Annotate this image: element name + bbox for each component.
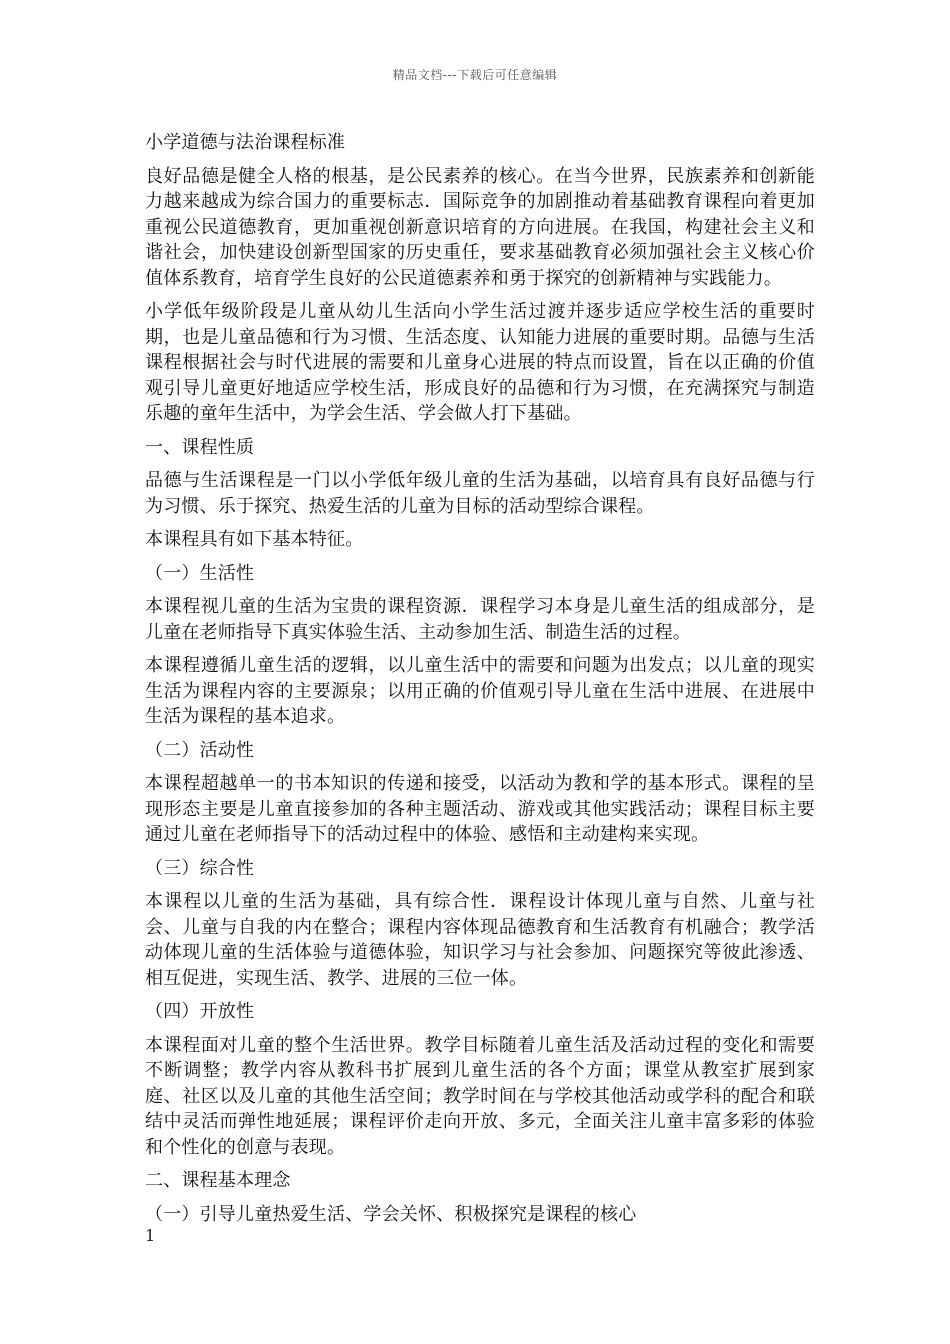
document-header: 精品文档---下载后可任意编辑 (392, 68, 558, 82)
paragraph: 良好品德是健全人格的根基，是公民素养的核心。在当今世界，民族素养和创新能力越来越成为综合国力的重要标志．国际竞争的加剧推动着基础教育课程向着更加重视公民道德教育，更加重视创新意识培育的方向进展。在我国，构建社会主义和谐社会，加快建设创新型国家的历史重任，要求基础教育必须加强社会主义核心价值体系教育，培育学生良好的公民道德素养和勇于探究的创新精神与实践能力。 (145, 165, 815, 289)
paragraph: 本课程以儿童的生活为基础，具有综合性．课程设计体现儿童与自然、儿童与社会、儿童与自我的内在整合；课程内容体现品德教育和生活教育有机融合；教学活动体现儿童的生活体验与道德体验，知识学习与社会参加、问题探究等彼此渗透、相互促进，实现生活、教学、进展的三位一体。 (145, 891, 815, 989)
subsection-heading: （一）引导儿童热爱生活、学会关怀、积极探究是课程的核心 (145, 1203, 637, 1225)
section-heading: 一、课程性质 (145, 436, 255, 458)
paragraph: 本课程遵循儿童生活的逻辑，以儿童生活中的需要和问题为出发点；以儿童的现实生活为课程内容的主要源泉；以用正确的价值观引导儿童在生活中进展、在进展中生活为课程的基本追求。 (145, 655, 815, 727)
subsection-heading: （二）活动性 (145, 739, 255, 761)
paragraph: 品德与生活课程是一门以小学低年级儿童的生活为基础，以培育具有良好品德与行为习惯、乐于探究、热爱生活的儿童为目标的活动型综合课程。 (145, 470, 815, 517)
paragraph: 本课程面对儿童的整个生活世界。教学目标随着儿童生活及活动过程的变化和需要不断调整；教学内容从教科书扩展到儿童生活的各个方面；课堂从教室扩展到家庭、社区以及儿童的其他生活空间；教学时间在与学校其他活动或学科的配合和联结中灵活而弹性地延展；课程评价走向开放、多元，全面关注儿童丰富多彩的体验和个性化的创意与表现。 (145, 1034, 815, 1158)
page-number: 1 (145, 1226, 156, 1245)
paragraph: 本课程超越单一的书本知识的传递和接受，以活动为教和学的基本形式。课程的呈现形态主要是儿童直接参加的各种主题活动、游戏或其他实践活动；课程目标主要通过儿童在老师指导下的活动过程中的体验、感悟和主动建构来实现。 (145, 773, 815, 845)
subsection-heading: （四）开放性 (145, 1001, 255, 1022)
paragraph: 本课程视儿童的生活为宝贵的课程资源．课程学习本身是儿童生活的组成部分，是儿童在老师指导下真实体验生活、主动参加生活、制造生活的过程。 (145, 596, 815, 643)
paragraph: 小学低年级阶段是儿童从幼儿生活向小学生活过渡并逐步适应学校生活的重要时期，也是儿童品德和行为习惯、生活态度、认知能力进展的重要时期。品德与生活课程根据社会与时代进展的需要和儿童身心进展的特点而设置，旨在以正确的价值观引导儿童更好地适应学校生活，形成良好的品德和行为习惯，在充满探究与制造乐趣的童年生活中，为学会生活、学会做人打下基础。 (145, 301, 815, 424)
document-title: 小学道德与法治课程标准 (145, 132, 346, 153)
section-heading: 二、课程基本理念 (145, 1170, 291, 1191)
subsection-heading: （三）综合性 (145, 857, 255, 879)
paragraph: 本课程具有如下基本特征。 (145, 529, 364, 550)
document-body (145, 130, 815, 1235)
subsection-heading: （一）生活性 (145, 562, 255, 584)
